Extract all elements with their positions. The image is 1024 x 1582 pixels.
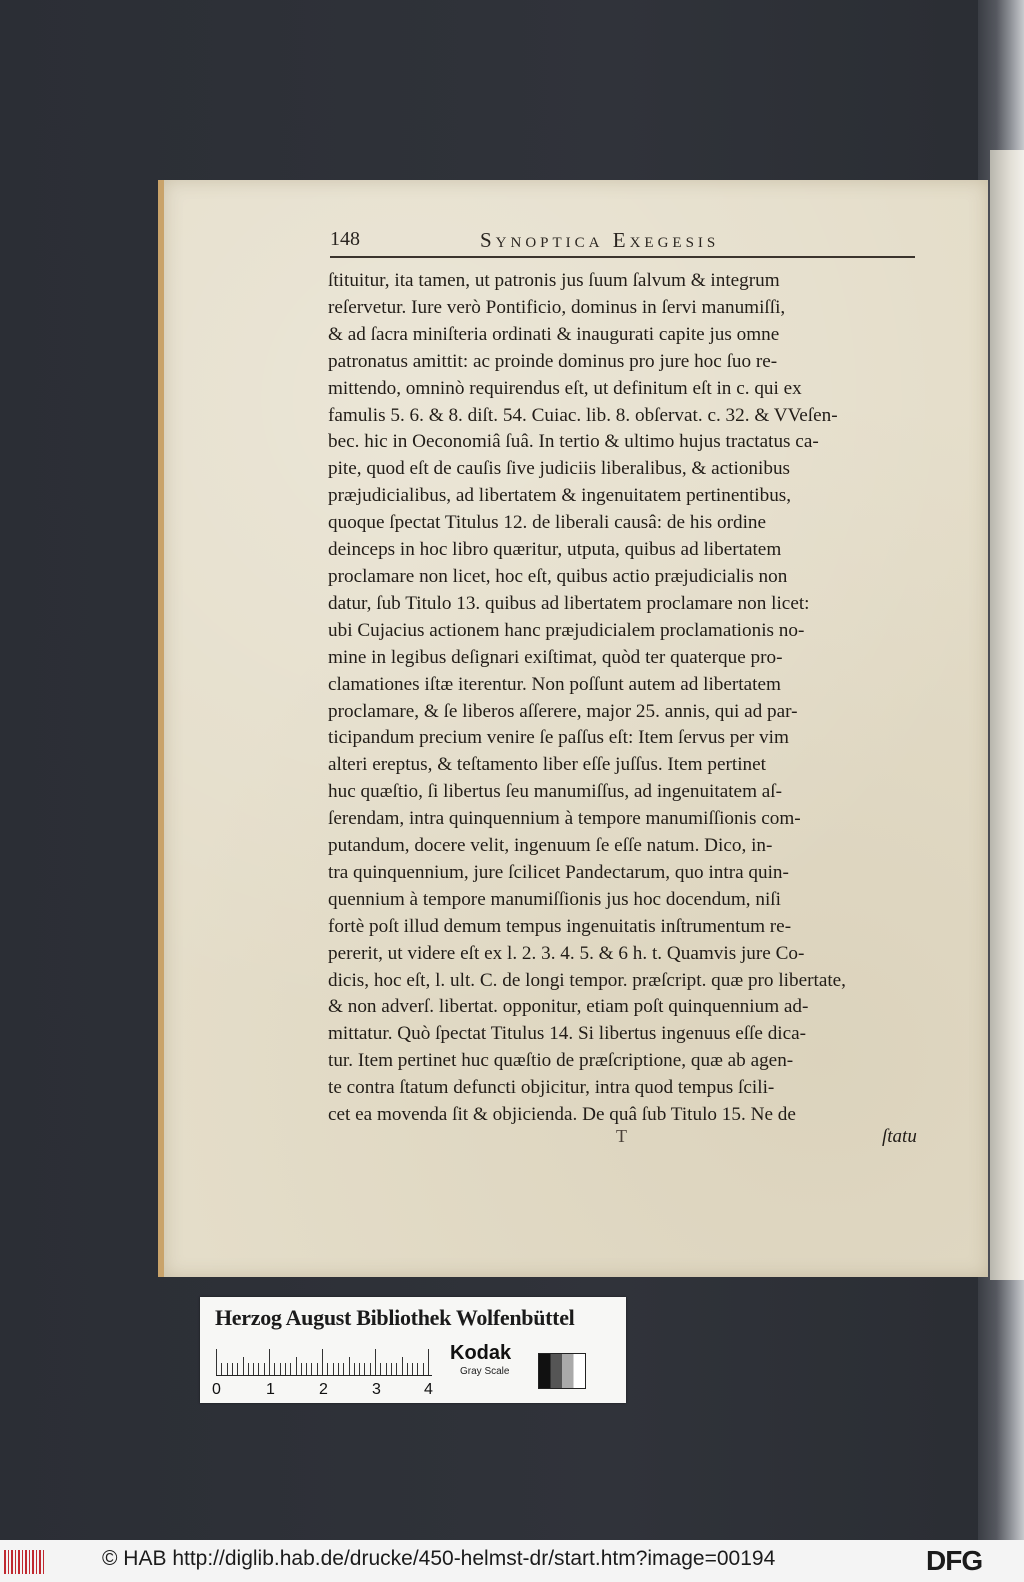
ruler-tick [396,1363,397,1375]
signature-mark: T [616,1126,627,1146]
color-card [200,1297,626,1403]
ruler-tick [407,1363,408,1375]
text-line: reſervetur. Iure verò Pontificio, dominus in ſervi manumiſſi, [328,296,786,318]
ruler-tick [343,1363,344,1375]
text-line: quoque ſpectat Titulus 12. de liberali causâ: de his ordine [328,512,767,534]
text-line: bec. hic in Oeconomiâ ſuâ. In tertio & ultimo hujus tractatus ca- [328,431,819,453]
scale-number-0: 0 [212,1381,221,1398]
brand-subtitle: Gray Scale [460,1366,510,1377]
text-line: famulis 5. 6. & 8. diſt. 54. Cuiac. lib. 8. obſervat. c. 32. & VVeſen- [328,404,838,426]
text-line: mittendo, omninò requirendus eſt, ut definitum eſt in c. qui ex [328,377,802,399]
text-line: dicis, hoc eſt, l. ult. C. de longi tempor. præſcript. quæ pro libertate, [328,969,846,991]
ruler-tick [269,1349,270,1375]
text-line: datur, ſub Titulo 13. quibus ad libertatem proclamare non licet: [328,592,810,614]
ruler-tick [364,1363,365,1375]
ruler-tick [370,1363,371,1375]
scale-number-3: 3 [372,1381,381,1398]
ruler-tick [227,1363,228,1375]
ruler-tick [274,1363,275,1375]
ruler-tick [311,1363,312,1375]
text-line: huc quæſtio, ſi libertus ſeu manumiſſus, ad ingenuitatem aſ- [328,781,783,803]
ruler-tick [296,1357,297,1375]
ruler-tick [317,1363,318,1375]
text-line: ſerendam, intra quinquennium à tempore manumiſſionis com- [328,808,801,830]
ruler-tick [301,1363,302,1375]
scale-ruler [216,1347,432,1376]
ruler-tick [391,1363,392,1375]
ruler-tick [428,1349,429,1375]
ruler-tick [306,1363,307,1375]
ruler-tick [221,1363,222,1375]
footer-copyright-link[interactable]: © HAB http://diglib.hab.de/drucke/450-helmst-dr/start.htm?image=00194 [102,1547,776,1570]
ruler-tick [248,1363,249,1375]
barcode-icon [4,1550,46,1574]
ruler-tick [285,1363,286,1375]
scale-number-4: 4 [424,1381,433,1398]
text-line: pererit, ut videre eſt ex l. 2. 3. 4. 5. & 6 h. t. Quamvis jure Co- [328,942,805,964]
text-line: mittatur. Quò ſpectat Titulus 14. Si libertus ingenuus eſſe dica- [328,1023,807,1045]
text-line: proclamare non licet, hoc eſt, quibus actio præjudicialis non [328,565,788,587]
ruler-tick [322,1349,323,1375]
ruler-tick [386,1363,387,1375]
scale-number-2: 2 [319,1381,328,1398]
text-line: & non adverſ. libertat. opponitur, etiam poſt quinquennium ad- [328,996,809,1018]
text-line: alteri ereptus, & teſtamento liber eſſe juſſus. Item pertinet [328,754,766,776]
ruler-tick [232,1363,233,1375]
ruler-tick [359,1363,360,1375]
ruler-tick [327,1363,328,1375]
ruler-tick [253,1363,254,1375]
gray-swatch [538,1353,586,1389]
page-header [330,228,920,258]
catchword: ſtatu [882,1126,917,1147]
text-line: clamationes iſtæ iterentur. Non poſſunt autem ad libertatem [328,673,781,695]
dfg-logo: DFG [926,1545,983,1576]
page-text [328,268,943,1129]
ruler-tick [216,1349,217,1375]
text-line: ticipandum precium venire ſe paſſus eſt: Item ſervus per vim [328,727,789,749]
text-line: putandum, docere velit, ingenuum ſe eſſe natum. Dico, in- [328,835,773,857]
text-line: quennium à tempore manumiſſionis jus hoc docendum, niſi [328,888,781,910]
text-line: te contra ſtatum defuncti objicitur, intra quod tempus ſcili- [328,1077,775,1099]
ruler-tick [375,1349,376,1375]
ruler-tick [243,1357,244,1375]
ruler-tick [402,1357,403,1375]
ruler-tick [258,1363,259,1375]
text-line: ubi Cujacius actionem hanc præjudicialem proclamationis no- [328,619,805,641]
text-line: & ad ſacra miniſteria ordinati & inaugurati capite jus omne [328,323,780,345]
ruler-tick [380,1363,381,1375]
ruler-tick [237,1363,238,1375]
text-line: cet ea movenda ſit & objicienda. De quâ ſub Titulo 15. Ne de [328,1104,796,1126]
ruler-tick [333,1363,334,1375]
ruler-tick [290,1363,291,1375]
text-line: patronatus amittit: ac proinde dominus pro jure hoc ſuo re- [328,350,778,372]
text-line: pite, quod eſt de cauſis ſive judiciis liberalibus, & actionibus [328,458,791,480]
text-line: præjudicialibus, ad libertatem & ingenuitatem pertinentibus, [328,485,792,507]
book-page [158,180,988,1277]
header-rule [330,256,915,258]
text-line: mine in legibus deſignari exiſtimat, quòd ter quaterque pro- [328,646,783,668]
page-number: 148 [330,228,360,250]
text-line: proclamare, & ſe liberos aſſerere, major 25. annis, qui ad par- [328,700,798,722]
facing-page-edge [990,150,1024,1280]
scale-number-1: 1 [266,1381,275,1398]
text-line: tra quinquennium, jure ſcilicet Pandectarum, quo intra quin- [328,861,789,883]
running-head: Synoptica Exegesis [480,228,720,252]
ruler-tick [264,1363,265,1375]
footer-bar [0,1540,1024,1582]
ruler-tick [412,1363,413,1375]
text-line: tur. Item pertinet huc quæſtio de præſcriptione, quæ ab agen- [328,1050,794,1072]
ruler-tick [280,1363,281,1375]
ruler-tick [354,1363,355,1375]
ruler-tick [349,1357,350,1375]
text-line: ſtituitur, ita tamen, ut patronis jus ſuum ſalvum & integrum [328,270,780,291]
ruler-tick [338,1363,339,1375]
text-line: deinceps in hoc libro quæritur, utputa, quibus ad libertatem [328,539,782,561]
ruler-tick [423,1363,424,1375]
text-line: fortè poſt illud demum tempus ingenuitatis inſtrumentum re- [328,915,792,937]
library-name: Herzog August Bibliothek Wolfenbüttel [215,1305,575,1330]
ruler-tick [417,1363,418,1375]
brand-logo: Kodak [450,1342,512,1364]
